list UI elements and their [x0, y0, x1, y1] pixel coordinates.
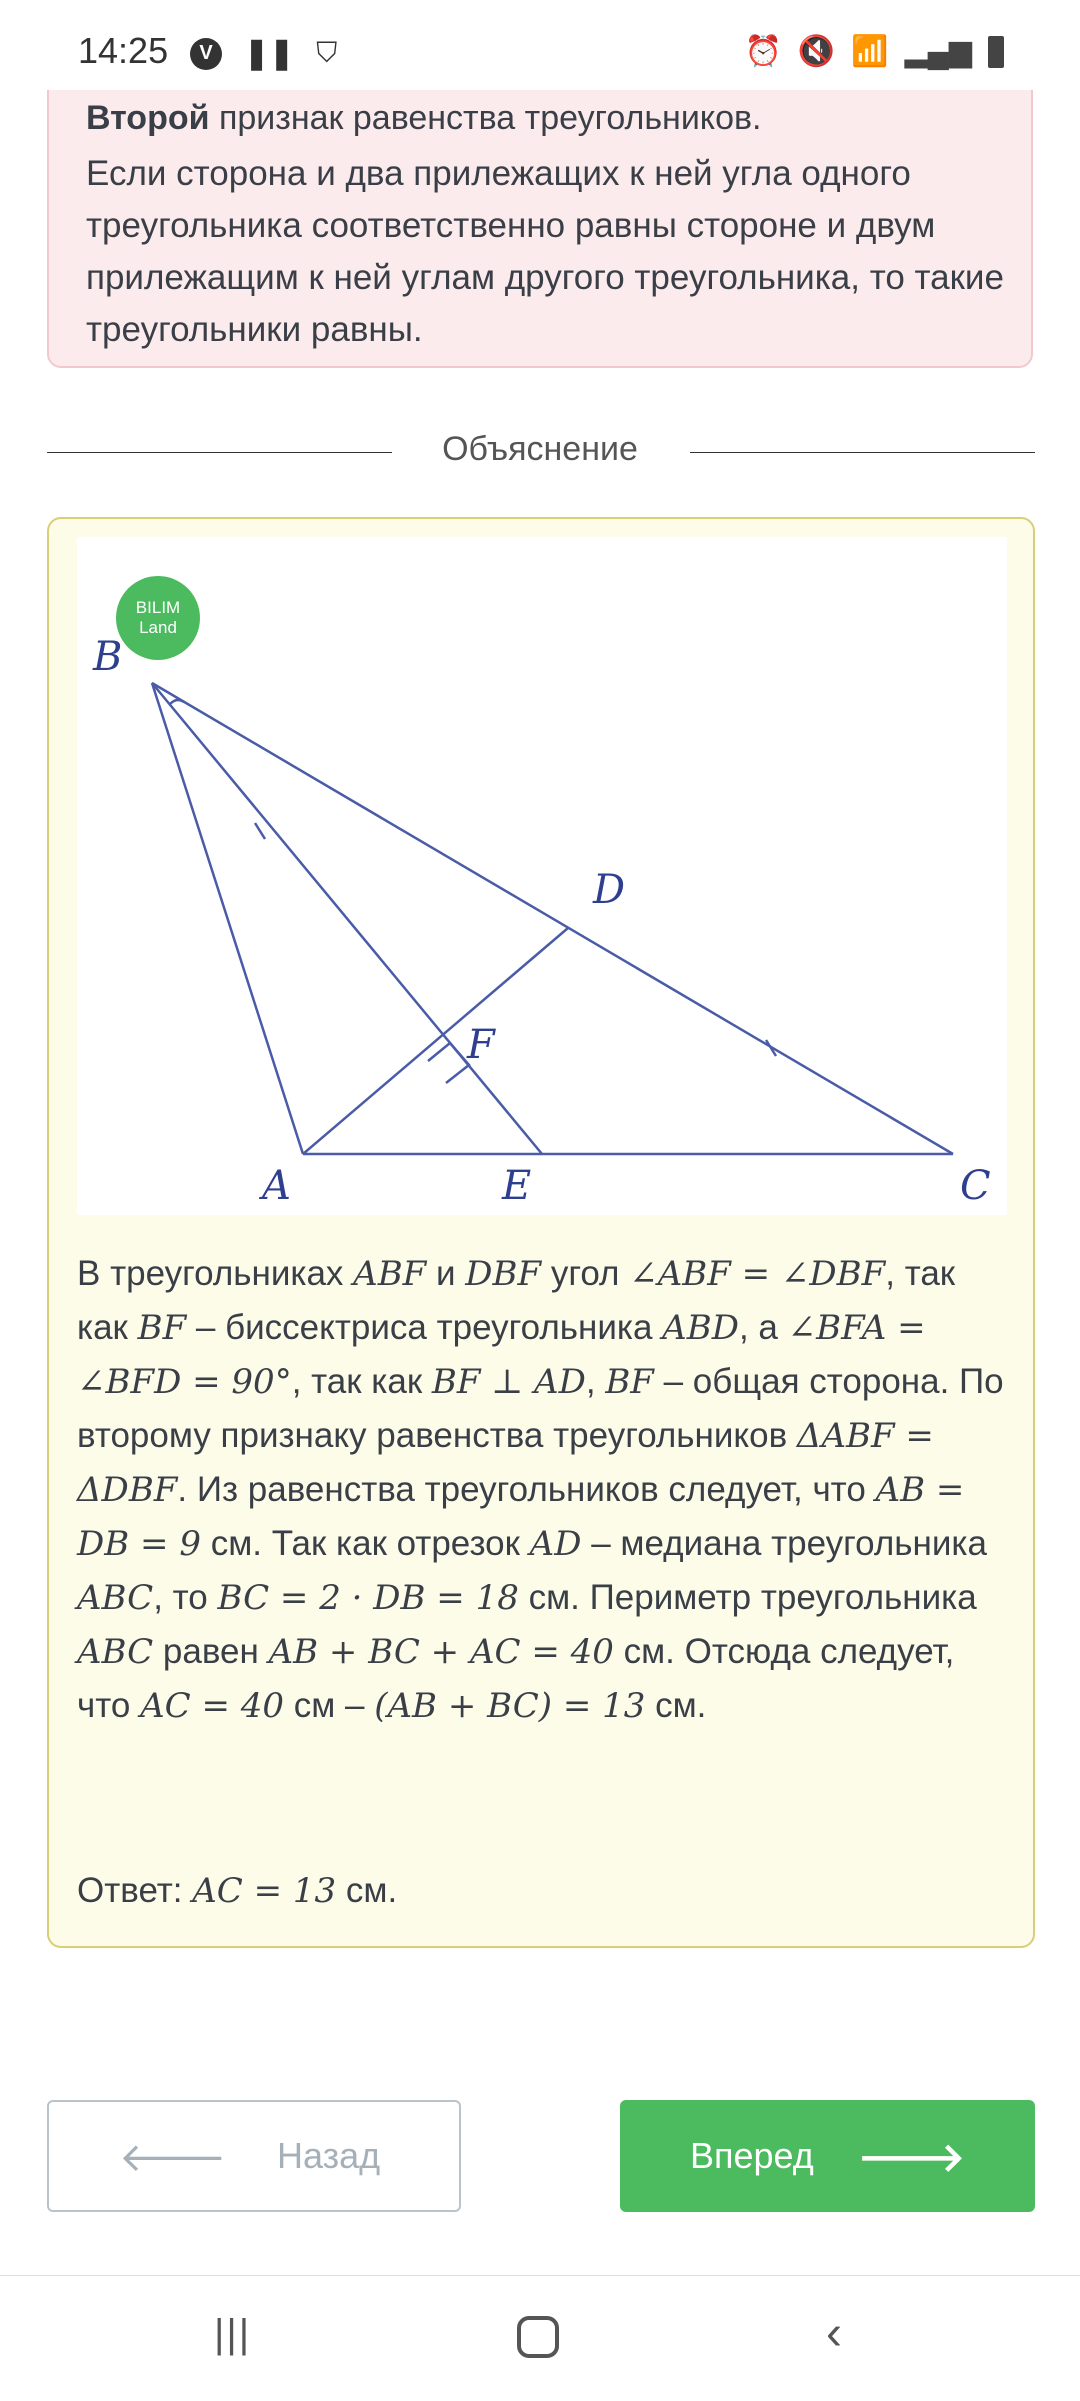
- math-expression: AD: [529, 1524, 582, 1564]
- rule-title-bold: Второй: [86, 99, 210, 137]
- right-angle-mark: [428, 1043, 469, 1083]
- wifi-icon: 📶: [851, 35, 889, 68]
- math-expression: AB = DB = 9: [77, 1470, 965, 1564]
- rule-title-rest: признак равенства треугольников.: [209, 99, 762, 137]
- arrow-left-icon: 🡐: [119, 2135, 227, 2180]
- back-label: Назад: [277, 2135, 381, 2176]
- label-e: E: [502, 1163, 532, 1209]
- math-expression: DBF: [465, 1254, 542, 1294]
- label-c: C: [960, 1163, 991, 1209]
- label-d: D: [593, 867, 626, 913]
- side-bc: [152, 683, 953, 1154]
- text-segment: равен: [153, 1632, 269, 1671]
- text-segment: см –: [284, 1686, 375, 1725]
- answer-label: Ответ:: [77, 1871, 193, 1910]
- text-segment: , так как: [291, 1362, 432, 1401]
- math-expression: BF: [605, 1362, 654, 1402]
- text-segment: см. Отсюда следует, что: [77, 1632, 955, 1725]
- math-expression: BF ⊥ AD: [431, 1362, 586, 1402]
- tick-bd: [255, 823, 265, 839]
- side-ab: [152, 683, 303, 1154]
- home-icon[interactable]: [517, 2316, 559, 2358]
- math-expression: ∠BFA = ∠BFD = 90°: [77, 1308, 926, 1402]
- text-segment: см. Периметр треугольника: [518, 1578, 977, 1617]
- battery-icon: [988, 36, 1004, 68]
- shield-alert-icon: ⛉: [316, 37, 338, 68]
- svg-text:BILIM: BILIM: [135, 598, 181, 617]
- back-button[interactable]: [47, 2100, 461, 2212]
- text-segment: см.: [645, 1686, 707, 1725]
- alarm-icon: ⏰: [744, 35, 782, 68]
- answer-unit: см.: [336, 1871, 398, 1910]
- section-label: Объяснение: [442, 430, 638, 468]
- triangle-figure: [77, 537, 1007, 1215]
- math-expression: BF: [137, 1308, 187, 1348]
- text-segment: В треугольниках: [77, 1254, 354, 1293]
- math-expression: AB + BC + AC = 40: [268, 1632, 614, 1672]
- math-expression: ABD: [662, 1308, 739, 1348]
- answer-math: AC = 13: [192, 1871, 337, 1911]
- bisector-be: [152, 683, 542, 1154]
- math-expression: BC = 2 · DB = 18: [217, 1578, 519, 1618]
- svg-text:Land: Land: [139, 618, 177, 637]
- text-segment: – общая сторона. По второму признаку равенства треугольников: [77, 1362, 1004, 1455]
- pause-icon: ❚❚: [244, 37, 295, 70]
- rule-title: [86, 98, 761, 138]
- status-time: 14:25: [78, 30, 169, 71]
- median-ad: [303, 928, 568, 1154]
- rule-body: Если сторона и два прилежащих к ней угла одного треугольника соответственно равны стороне и двум прилежащим к ней углам другого треугольника, то такие треугольники равны.: [86, 154, 1004, 349]
- angle-mark-b: [170, 700, 184, 704]
- math-expression: ABC: [77, 1632, 154, 1672]
- bilim-logo: [116, 576, 200, 660]
- math-expression: AC = 40: [140, 1686, 284, 1726]
- text-segment: – биссектриса треугольника: [186, 1308, 663, 1347]
- label-f: F: [467, 1022, 495, 1068]
- label-a: A: [262, 1163, 291, 1209]
- triangle-diagram: [77, 537, 1007, 1215]
- text-segment: , а: [738, 1308, 788, 1347]
- text-segment: – медиана треугольника: [581, 1524, 987, 1563]
- mute-icon: 🔇: [797, 35, 836, 68]
- math-expression: (AB + BC) = 13: [374, 1686, 646, 1726]
- arrow-right-icon: 🡒: [857, 2135, 965, 2180]
- vpn-badge-icon: V: [190, 38, 222, 70]
- signal-icon: ▂▄▆: [904, 35, 972, 68]
- text-segment: , то: [153, 1578, 218, 1617]
- explanation-text: [77, 1247, 1012, 1733]
- answer: [77, 1871, 397, 1911]
- text-segment: угол: [541, 1254, 630, 1293]
- text-segment: и: [426, 1254, 466, 1293]
- math-expression: ABF: [353, 1254, 427, 1294]
- math-expression: ΔABF = ΔDBF: [77, 1416, 934, 1510]
- system-nav-bar: [0, 2275, 1080, 2401]
- math-expression: ∠ABF = ∠DBF: [629, 1254, 886, 1294]
- text-segment: . Из равенства треугольников следует, что: [177, 1470, 876, 1509]
- forward-button[interactable]: [620, 2100, 1035, 2212]
- label-b: B: [93, 634, 123, 680]
- math-expression: ABC: [77, 1578, 154, 1618]
- text-segment: ,: [585, 1362, 606, 1401]
- status-bar: [0, 0, 1080, 90]
- recent-apps-icon[interactable]: |||: [214, 2312, 252, 2356]
- text-segment: см. Так как отрезок: [200, 1524, 530, 1563]
- back-nav-icon[interactable]: ‹: [826, 2307, 842, 2360]
- explanation-card: [47, 517, 1035, 1948]
- text-segment: , так как: [77, 1254, 956, 1347]
- forward-label: Вперед: [690, 2135, 814, 2176]
